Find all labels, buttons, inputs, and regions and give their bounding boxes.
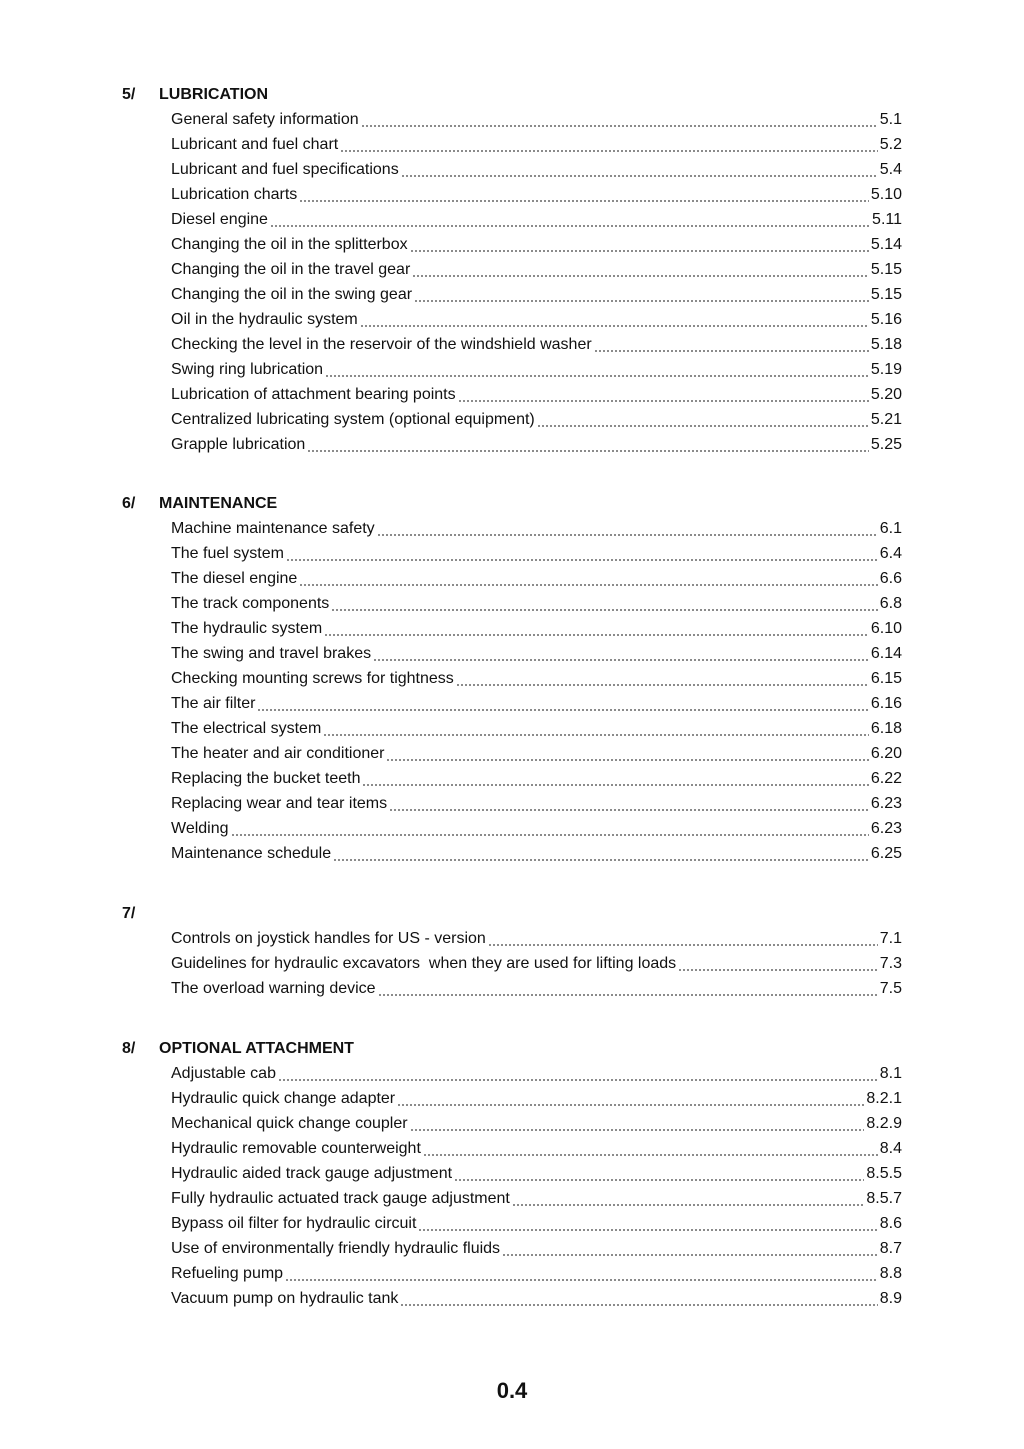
entry-title: The fuel system (171, 545, 284, 562)
toc-entry[interactable] (171, 541, 902, 566)
toc-section-7 (0, 901, 1024, 1001)
entry-title: Guidelines for hydraulic excavators when they are used for lifting loads (171, 955, 677, 972)
dot-leader (278, 1061, 878, 1086)
entry-page: 6.25 (870, 845, 902, 862)
entry-page: 5.10 (870, 186, 902, 203)
toc-entry[interactable] (171, 766, 902, 791)
dot-leader (502, 1236, 878, 1261)
entry-page: 6.20 (870, 745, 902, 762)
entry-title: Replacing the bucket teeth (171, 770, 361, 787)
entry-title: Controls on joystick handles for US - version (171, 930, 486, 947)
entry-page: 6.6 (879, 570, 902, 587)
entry-page: 7.5 (879, 980, 902, 997)
toc-entry[interactable] (171, 591, 902, 616)
entry-title: The hydraulic system (171, 620, 323, 637)
toc-entry[interactable] (171, 382, 902, 407)
dot-leader (400, 1286, 877, 1311)
dot-leader (537, 407, 869, 432)
entry-page: 8.7 (879, 1240, 902, 1257)
toc-entry[interactable] (171, 132, 902, 157)
entry-page: 8.6 (879, 1215, 902, 1232)
section-title: LUBRICATION (159, 86, 269, 103)
entry-page: 5.2 (879, 136, 902, 153)
dot-leader (412, 257, 869, 282)
section-heading (0, 82, 1024, 107)
toc-entry[interactable] (171, 432, 902, 457)
entry-title: The diesel engine (171, 570, 298, 587)
entry-title: Refueling pump (171, 1265, 284, 1282)
entry-title: Fully hydraulic actuated track gauge adjustment (171, 1190, 510, 1207)
entry-page: 5.11 (872, 211, 902, 228)
dot-leader (362, 766, 868, 791)
dot-leader (323, 716, 869, 741)
entry-page: 7.1 (879, 930, 902, 947)
entry-page: 6.4 (879, 545, 902, 562)
section-heading (0, 1036, 1024, 1061)
dot-leader (333, 841, 869, 866)
dot-leader (414, 282, 869, 307)
dot-leader (299, 182, 869, 207)
dot-leader (307, 432, 869, 457)
toc-entry[interactable] (171, 1236, 902, 1261)
dot-leader (257, 691, 868, 716)
entry-title: Hydraulic aided track gauge adjustment (171, 1165, 453, 1182)
entry-page: 5.15 (870, 286, 902, 303)
toc-entry[interactable] (171, 257, 902, 282)
entry-page: 8.5.7 (866, 1190, 902, 1207)
toc-entry[interactable] (171, 951, 902, 976)
toc-entry[interactable] (171, 332, 902, 357)
section-heading (0, 491, 1024, 516)
entry-title: Diesel engine (171, 211, 268, 228)
entry-title: Vacuum pump on hydraulic tank (171, 1290, 399, 1307)
toc-entry[interactable] (171, 1261, 902, 1286)
dot-leader (458, 382, 869, 407)
toc-entry[interactable] (171, 976, 902, 1001)
toc-entry[interactable] (171, 157, 902, 182)
dot-leader (324, 616, 869, 641)
dot-leader (410, 1111, 865, 1136)
section-entries (0, 1061, 1024, 1311)
entry-page: 6.23 (870, 820, 902, 837)
entry-title: Machine maintenance safety (171, 520, 375, 537)
entry-title: Swing ring lubrication (171, 361, 324, 378)
entry-page: 8.2.1 (866, 1090, 902, 1107)
entry-page: 8.9 (879, 1290, 902, 1307)
toc-section-8 (0, 1036, 1024, 1311)
entry-page: 8.2.9 (866, 1115, 902, 1132)
dot-leader (456, 666, 869, 691)
entry-title: Welding (171, 820, 229, 837)
entry-title: Use of environmentally friendly hydraulic fluids (171, 1240, 501, 1257)
entry-page: 6.14 (870, 645, 902, 662)
entry-page: 8.5.5 (866, 1165, 902, 1182)
toc-entry[interactable] (171, 641, 902, 666)
entry-title: The air filter (171, 695, 256, 712)
entry-title: The electrical system (171, 720, 322, 737)
entry-page: 7.3 (879, 955, 902, 972)
toc-section-6 (0, 491, 1024, 866)
dot-leader (285, 1261, 878, 1286)
entry-page: 6.18 (870, 720, 902, 737)
entry-title: Hydraulic removable counterweight (171, 1140, 421, 1157)
dot-leader (331, 591, 877, 616)
entry-title: Lubrication charts (171, 186, 298, 203)
toc-entry[interactable] (171, 357, 902, 382)
entry-title: The overload warning device (171, 980, 376, 997)
toc-entry[interactable] (171, 107, 902, 132)
entry-page: 5.20 (870, 386, 902, 403)
entry-page: 8.4 (879, 1140, 902, 1157)
entry-title: Centralized lubricating system (optional equipment) (171, 411, 535, 428)
entry-title: Changing the oil in the swing gear (171, 286, 413, 303)
dot-leader (360, 307, 869, 332)
dot-leader (299, 566, 877, 591)
section-title: MAINTENANCE (159, 495, 278, 512)
entry-page: 6.15 (870, 670, 902, 687)
entry-title: The heater and air conditioner (171, 745, 385, 762)
dot-leader (340, 132, 878, 157)
section-entries (0, 516, 1024, 866)
entry-page: 6.10 (870, 620, 902, 637)
toc-entry[interactable] (171, 816, 902, 841)
entry-title: Adjustable cab (171, 1065, 276, 1082)
dot-leader (397, 1086, 864, 1111)
entry-page: 6.16 (870, 695, 902, 712)
toc-entry[interactable] (171, 691, 902, 716)
entry-page: 6.1 (879, 520, 902, 537)
toc-entry[interactable] (171, 666, 902, 691)
entry-title: Changing the oil in the travel gear (171, 261, 411, 278)
entry-page: 5.18 (870, 336, 902, 353)
entry-page: 6.22 (870, 770, 902, 787)
dot-leader (270, 207, 870, 232)
dot-leader (418, 1211, 877, 1236)
entry-title: The swing and travel brakes (171, 645, 372, 662)
dot-leader (423, 1136, 878, 1161)
entry-page: 5.25 (870, 436, 902, 453)
section-title: OPTIONAL ATTACHMENT (159, 1040, 354, 1057)
page-number: 0.4 (496, 1378, 528, 1403)
entry-title: The track components (171, 595, 330, 612)
toc-entry[interactable] (171, 516, 902, 541)
entry-title: Lubricant and fuel chart (171, 136, 339, 153)
entry-title: General safety information (171, 111, 359, 128)
section-entries (0, 107, 1024, 457)
toc-entry[interactable] (171, 207, 902, 232)
toc-entry[interactable] (171, 282, 902, 307)
dot-leader (389, 791, 869, 816)
dot-leader (377, 516, 878, 541)
toc-entry[interactable] (171, 926, 902, 951)
dot-leader (401, 157, 878, 182)
dot-leader (373, 641, 869, 666)
dot-leader (325, 357, 869, 382)
entry-title: Checking mounting screws for tightness (171, 670, 454, 687)
toc-entry[interactable] (171, 182, 902, 207)
entry-page: 5.14 (870, 236, 902, 253)
section-number: 8/ (122, 1040, 136, 1057)
toc-entry[interactable] (171, 791, 902, 816)
entry-page: 8.8 (879, 1265, 902, 1282)
toc-entry[interactable] (171, 1161, 902, 1186)
dot-leader (488, 926, 878, 951)
entry-title: Checking the level in the reservoir of the windshield washer (171, 336, 592, 353)
dot-leader (231, 816, 869, 841)
toc-entry[interactable] (171, 741, 902, 766)
toc-entry[interactable] (171, 841, 902, 866)
toc-entry[interactable] (171, 1186, 902, 1211)
section-heading (0, 901, 1024, 926)
entry-title: Oil in the hydraulic system (171, 311, 358, 328)
toc-entry[interactable] (171, 232, 902, 257)
toc-entry[interactable] (171, 1086, 902, 1111)
toc-entry[interactable] (171, 1286, 902, 1311)
entry-page: 8.1 (879, 1065, 902, 1082)
entry-title: Bypass oil filter for hydraulic circuit (171, 1215, 417, 1232)
entry-page: 5.21 (870, 411, 902, 428)
toc-section-5 (0, 82, 1024, 457)
toc-entry[interactable] (171, 1211, 902, 1236)
entry-page: 6.23 (870, 795, 902, 812)
entry-page: 5.15 (870, 261, 902, 278)
dot-leader (454, 1161, 864, 1186)
dot-leader (286, 541, 878, 566)
section-number: 6/ (122, 495, 136, 512)
dot-leader (678, 951, 878, 976)
entry-title: Hydraulic quick change adapter (171, 1090, 396, 1107)
section-number: 7/ (122, 905, 136, 922)
dot-leader (378, 976, 878, 1001)
dot-leader (594, 332, 869, 357)
toc-entry[interactable] (171, 1136, 902, 1161)
entry-title: Grapple lubrication (171, 436, 306, 453)
toc-entry[interactable] (171, 716, 902, 741)
entry-page: 5.19 (870, 361, 902, 378)
entry-title: Mechanical quick change coupler (171, 1115, 408, 1132)
dot-leader (512, 1186, 865, 1211)
dot-leader (361, 107, 878, 132)
toc-entry[interactable] (171, 566, 902, 591)
toc-entry[interactable] (171, 1111, 902, 1136)
dot-leader (410, 232, 869, 257)
toc-entry[interactable] (171, 307, 902, 332)
entry-page: 5.1 (879, 111, 902, 128)
toc-entry[interactable] (171, 1061, 902, 1086)
entry-title: Changing the oil in the splitterbox (171, 236, 408, 253)
section-entries (0, 926, 1024, 1001)
entry-page: 6.8 (879, 595, 902, 612)
toc-entry[interactable] (171, 407, 902, 432)
entry-title: Lubricant and fuel specifications (171, 161, 399, 178)
entry-title: Maintenance schedule (171, 845, 332, 862)
toc-entry[interactable] (171, 616, 902, 641)
entry-title: Replacing wear and tear items (171, 795, 388, 812)
dot-leader (386, 741, 868, 766)
entry-page: 5.16 (870, 311, 902, 328)
entry-title: Lubrication of attachment bearing points (171, 386, 456, 403)
section-number: 5/ (122, 86, 136, 103)
entry-page: 5.4 (879, 161, 902, 178)
